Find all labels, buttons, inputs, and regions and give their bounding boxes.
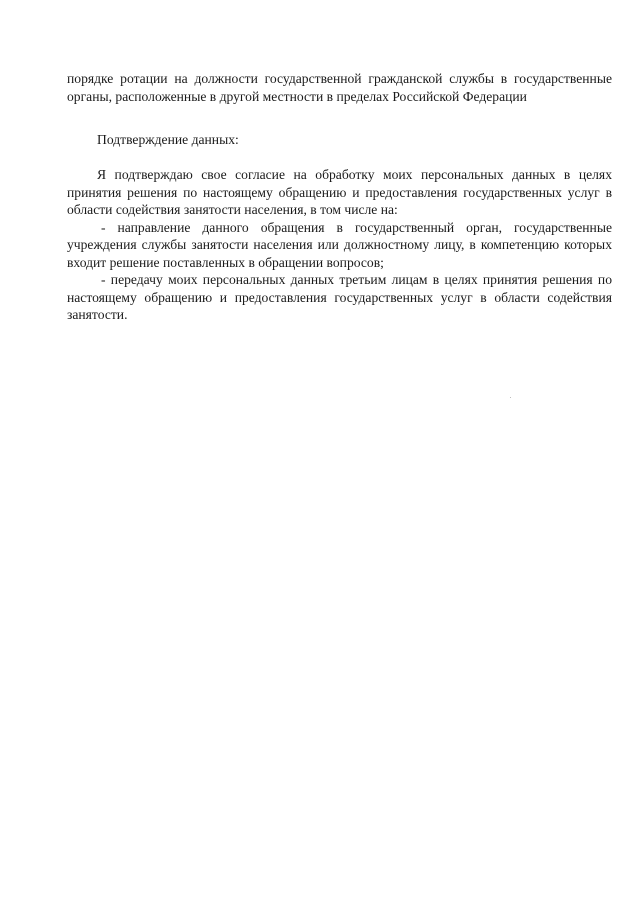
continuation-section	[67, 70, 612, 105]
continuation-paragraph: порядке ротации на должности государственной гражданской службы в государственные органы, расположенные в другой местности в пределах Российской Федерации	[67, 71, 612, 104]
consent-item-third-parties: - передачу моих персональных данных третьим лицам в целях принятия решения по настоящему обращению и предоставления государственных услуг в области содействия занятости.	[67, 272, 612, 322]
confirmation-heading-section	[67, 131, 612, 149]
consent-item-forwarding: - направление данного обращения в государственный орган, государственные учреждения службы занятости населения или должностному лицу, в компетенцию которых входит решение поставленных в обращении вопросов;	[67, 219, 612, 270]
section-heading: Подтверждение данных:	[97, 132, 239, 147]
consent-intro-paragraph: Я подтверждаю свое согласие на обработку моих персональных данных в целях принятия решения по настоящему обращению и предоставления государственных услуг в области содействия занятости населения, в том числе на:	[67, 167, 612, 217]
consent-section	[67, 166, 612, 324]
scan-speck	[510, 397, 511, 398]
